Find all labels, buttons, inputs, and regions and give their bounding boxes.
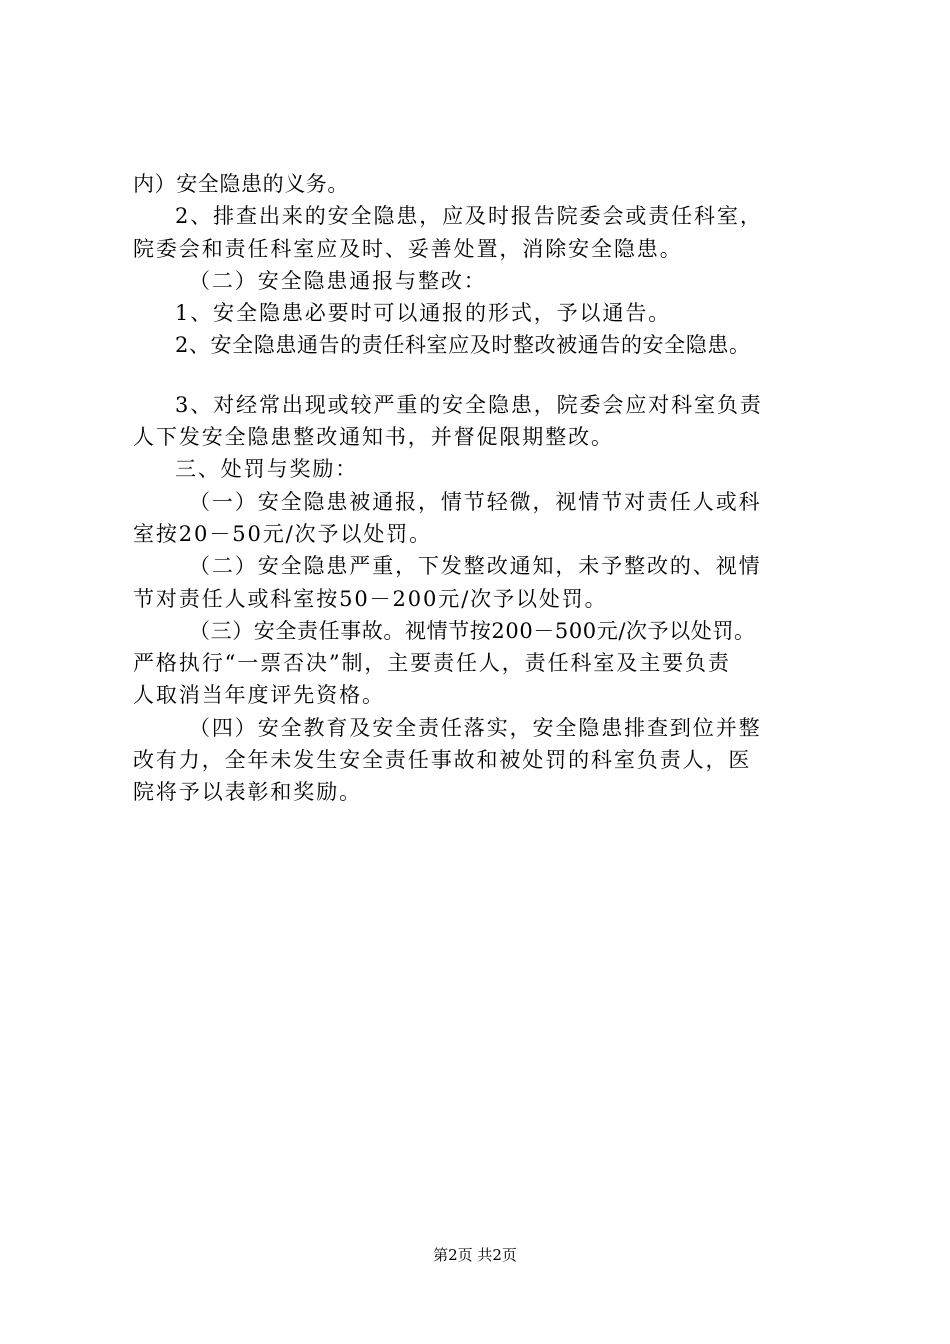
text-line: 院委会和责任科室应及时、妥善处置，消除安全隐患。	[133, 236, 683, 261]
text-line: 院将予以表彰和奖励。	[133, 780, 362, 805]
text-line: （一）安全隐患被通报，情节轻微，视情节对责任人或科	[189, 489, 762, 514]
document-body	[133, 168, 853, 809]
page-total: 共2页	[477, 1246, 517, 1264]
text-line: （四）安全教育及安全责任落实，安全隐患排查到位并整	[189, 715, 762, 740]
text-line: 人下发安全隐患整改通知书，并督促限期整改。	[133, 425, 614, 450]
text-line: 2、安全隐患通告的责任科室应及时整改被通告的安全隐患。	[175, 333, 751, 358]
text-line: 2、排查出来的安全隐患，应及时报告院委会或责任科室，	[175, 204, 763, 229]
page-footer	[0, 1245, 950, 1265]
text-line: 人取消当年度评先资格。	[133, 683, 385, 708]
blank-line	[133, 362, 853, 389]
text-line: 改有力，全年未发生安全责任事故和被处罚的科室负责人，医	[133, 748, 752, 773]
page-number: 第2页	[433, 1246, 473, 1264]
text-line: （二）安全隐患通报与整改：	[189, 268, 487, 293]
text-line: （三）安全责任事故。视情节按200－500元/次予以处罚。	[189, 618, 756, 643]
text-line: 室按20－50元/次予以处罚。	[133, 521, 433, 546]
text-line: 严格执行“一票否决”制，主要责任人，责任科室及主要负责	[133, 651, 731, 676]
text-line: 内）安全隐患的义务。	[133, 172, 349, 196]
text-line: 1、安全隐患必要时可以通报的形式，予以通告。	[175, 301, 672, 326]
section-heading: 三、处罚与奖励：	[175, 457, 359, 482]
text-line: （二）安全隐患严重，下发整改通知，未予整改的、视情	[189, 554, 762, 579]
text-line: 节对责任人或科室按50－200元/次予以处罚。	[133, 586, 608, 611]
text-line: 3、对经常出现或较严重的安全隐患，院委会应对科室负责	[175, 392, 763, 417]
